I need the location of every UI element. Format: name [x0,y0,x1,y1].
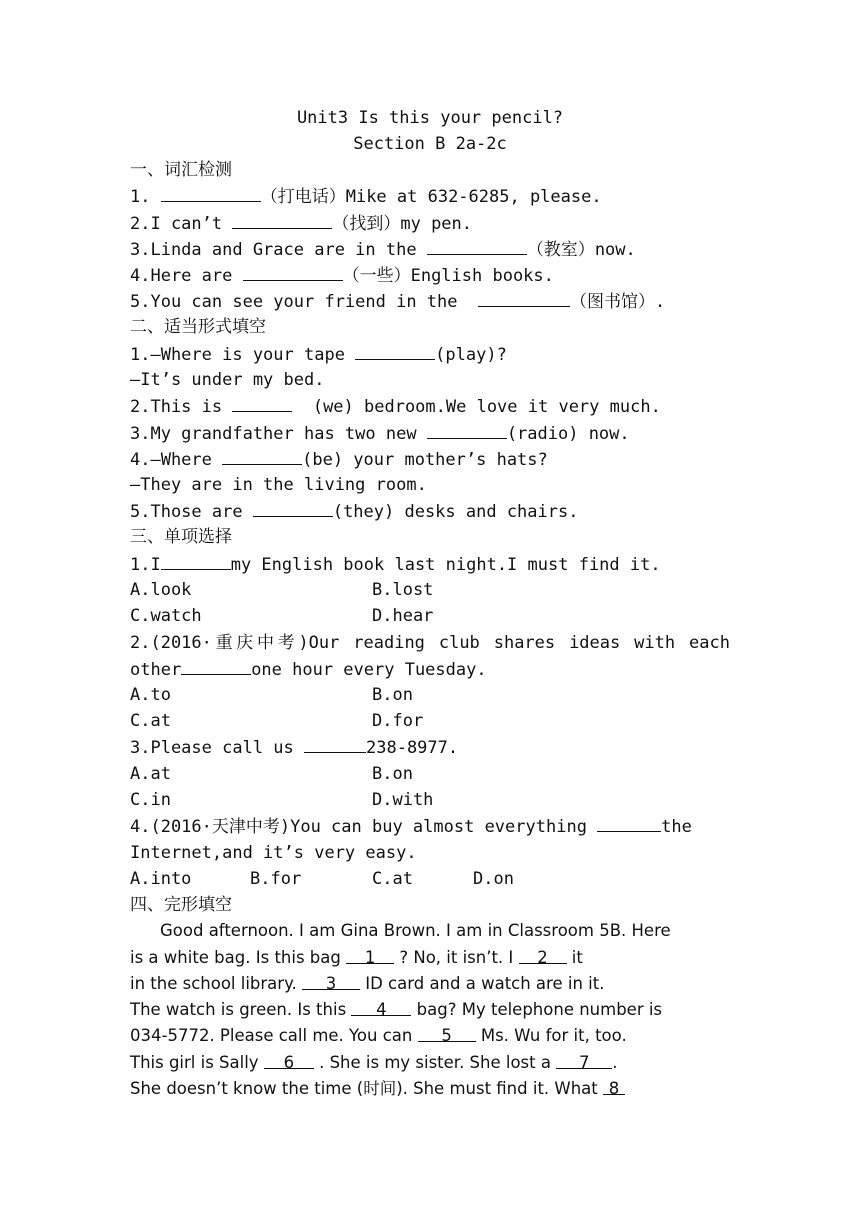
cloze-line-2: is a white bag. Is this bag 1 ? No, it isn’t. I 2 it [130,945,730,971]
option-a[interactable]: A.into [130,869,192,889]
cloze-blank-3[interactable]: 3 [302,971,360,990]
choice-q1-options-row1 [130,577,730,603]
option-b[interactable]: B.on [372,764,413,784]
answer-blank[interactable] [243,262,343,281]
answer-blank[interactable] [253,498,333,517]
section-heading-choice: 三、单项选择 [130,527,232,547]
forms-item-4: 4.—Where (be) your mother’s hats? [130,446,730,472]
forms-item-3: 3.My grandfather has two new (radio) now. [130,420,730,446]
option-d[interactable]: D.for [372,711,424,731]
forms-item-2: 2.This is (we) bedroom.We love it very much. [130,393,730,419]
answer-blank[interactable] [304,734,366,753]
option-b[interactable]: B.on [372,685,413,705]
section-heading-forms: 二、适当形式填空 [130,317,266,337]
choice-q2-line2: other one hour every Tuesday. [130,656,730,682]
answer-blank[interactable] [478,288,570,307]
cloze-blank-4[interactable]: 4 [351,997,411,1016]
cloze-blank-5[interactable]: 5 [418,1023,476,1042]
choice-q4-line2: Internet,and it’s very easy. [130,843,417,863]
answer-blank[interactable] [355,341,435,360]
forms-item-1: 1.—Where is your tape (play)? [130,341,730,367]
cloze-line-4: The watch is green. Is this 4 bag? My telephone number is [130,997,730,1023]
cloze-line-1: Good afternoon. I am Gina Brown. I am in Classroom 5B. Here [160,921,671,940]
answer-blank[interactable] [427,236,527,255]
vocab-item-5: 5.You can see your friend in the （图书馆）. [130,288,730,314]
vocab-item-1: 1. （打电话）Mike at 632-6285, please. [130,183,730,209]
cloze-line-3: in the school library. 3 ID card and a watch are in it. [130,971,730,997]
cloze-blank-6[interactable]: 6 [264,1050,314,1069]
option-a[interactable]: A.look [130,580,192,600]
option-c[interactable]: C.at [130,711,171,731]
option-c[interactable]: C.in [130,790,171,810]
choice-q3: 3.Please call us 238-8977. [130,734,730,760]
vocab-item-2: 2.I can’t （找到）my pen. [130,210,730,236]
answer-blank[interactable] [427,420,507,439]
answer-blank[interactable] [232,210,332,229]
section-heading-cloze: 四、完形填空 [130,895,232,915]
option-d[interactable]: D.with [372,790,434,810]
section-heading-vocab: 一、词汇检测 [130,160,232,180]
answer-blank[interactable] [181,656,251,675]
cloze-blank-1[interactable]: 1 [346,945,394,964]
option-b[interactable]: B.for [250,869,302,889]
choice-q1-options-row2 [130,603,730,629]
cloze-blank-2[interactable]: 2 [519,945,567,964]
vocab-item-4: 4.Here are （一些）English books. [130,262,730,288]
option-b[interactable]: B.lost [372,580,434,600]
forms-item-4-answer: —They are in the living room. [130,475,427,495]
choice-q4-options [130,866,730,892]
option-a[interactable]: A.to [130,685,171,705]
choice-q2-line1: 2.(2016·重庆中考)Our reading club shares ideas with each [130,633,730,653]
option-c[interactable]: C.watch [130,606,202,626]
answer-blank[interactable] [222,446,302,465]
page-title: Unit3 Is this your pencil? [296,108,564,128]
answer-blank[interactable] [232,393,292,412]
forms-item-5: 5.Those are (they) desks and chairs. [130,498,730,524]
vocab-item-3: 3.Linda and Grace are in the （教室）now. [130,236,730,262]
choice-q2-options-row2 [130,708,730,734]
cloze-line-5: 034-5772. Please call me. You can 5 Ms. Wu for it, too. [130,1023,730,1049]
page-subtitle: Section B 2a-2c [353,134,507,154]
option-d[interactable]: D.hear [372,606,434,626]
answer-blank[interactable] [161,551,231,570]
choice-q1: 1.I my English book last night.I must find it. [130,551,730,577]
answer-blank[interactable] [161,183,261,202]
option-d[interactable]: D.on [473,869,514,889]
cloze-line-6: This girl is Sally 6 . She is my sister. She lost a 7 . [130,1050,730,1076]
cloze-line-7: She doesn’t know the time (时间). She must find it. What 8 [130,1076,730,1102]
choice-q2-options-row1 [130,682,730,708]
cloze-blank-7[interactable]: 7 [556,1050,612,1069]
choice-q3-options-row2 [130,787,730,813]
option-c[interactable]: C.at [372,869,413,889]
answer-blank[interactable] [597,813,661,832]
choice-q4-line1: 4.(2016·天津中考)You can buy almost everything the [130,813,730,839]
cloze-blank-8[interactable]: 8 [603,1076,625,1095]
forms-item-1-answer: —It’s under my bed. [130,370,325,390]
option-a[interactable]: A.at [130,764,171,784]
choice-q3-options-row1 [130,761,730,787]
